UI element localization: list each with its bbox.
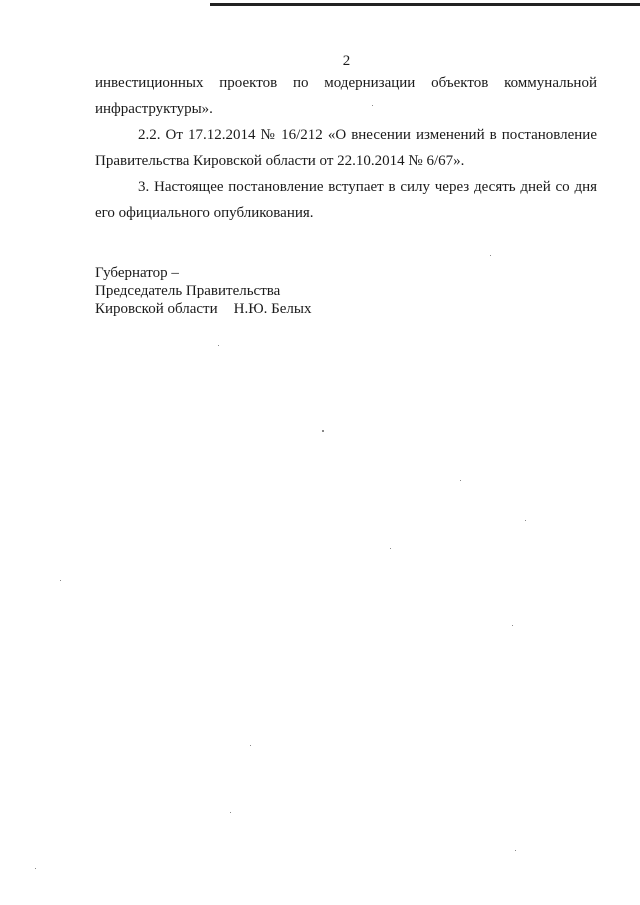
paragraph-1-line-1: инвестиционных проектов по модернизации объектов коммунальной xyxy=(95,75,597,91)
signature-org: Кировской области xyxy=(95,301,218,317)
scan-speck xyxy=(512,625,513,626)
top-border-line xyxy=(210,3,640,6)
signature-position: Председатель Правительства xyxy=(95,283,281,299)
scan-speck xyxy=(372,105,373,106)
scan-speck xyxy=(490,255,491,256)
scan-speck xyxy=(230,812,231,813)
page-number: 2 xyxy=(342,53,351,69)
scan-speck xyxy=(525,520,526,521)
paragraph-3-line-2: его официального опубликования. xyxy=(95,205,314,221)
paragraph-2-line-1: 2.2. От 17.12.2014 № 16/212 «О внесении изменений в постановление xyxy=(138,127,597,143)
paragraph-2-line-2: Правительства Кировской области от 22.10.2014 № 6/67». xyxy=(95,153,465,169)
scan-speck xyxy=(515,850,516,851)
scan-speck xyxy=(390,548,391,549)
paragraph-3-line-1: 3. Настоящее постановление вступает в силу через десять дней со дня xyxy=(138,179,597,195)
scan-speck xyxy=(60,580,61,581)
signature-org-line xyxy=(95,300,311,318)
scan-speck xyxy=(35,868,36,869)
signature-block xyxy=(95,264,311,318)
scan-speck xyxy=(460,480,461,481)
signature-title: Губернатор – xyxy=(95,265,179,281)
scan-speck xyxy=(218,345,219,346)
signature-name: Н.Ю. Белых xyxy=(233,301,312,317)
scan-speck xyxy=(250,745,251,746)
paragraph-1-line-2: инфраструктуры». xyxy=(95,101,213,117)
scan-speck xyxy=(322,430,324,432)
